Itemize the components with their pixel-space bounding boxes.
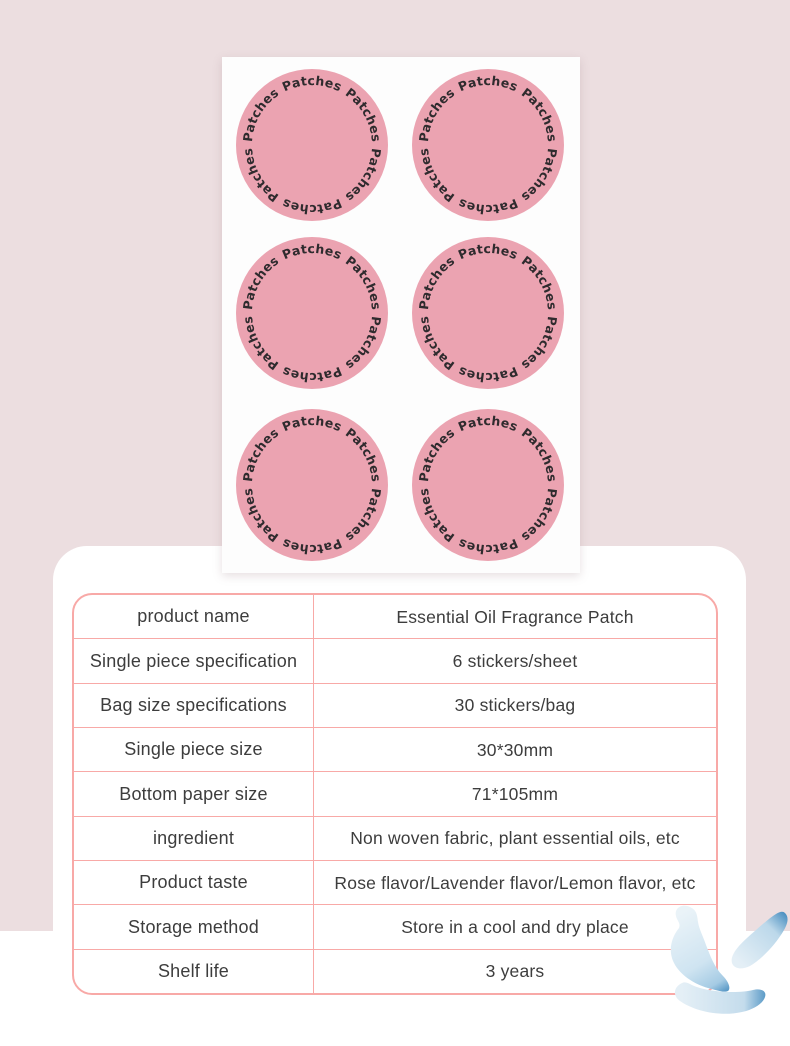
svg-text:Patches: Patches (518, 147, 561, 206)
table-row (74, 638, 716, 682)
spec-value-cell: 30*30mm (476, 739, 554, 760)
svg-text:Patches: Patches (240, 315, 282, 374)
petal-right (732, 912, 788, 969)
table-row (74, 904, 716, 948)
spec-value-cell: Non woven fabric, plant essential oils, etc (350, 828, 680, 849)
spec-card (53, 546, 746, 1046)
spec-label-cell: Storage method (74, 905, 314, 948)
svg-text:Patches: Patches (342, 147, 385, 206)
table-row (74, 683, 716, 727)
svg-text:Patches: Patches (342, 84, 384, 143)
spec-value-cell: 6 stickers/sheet (452, 650, 578, 671)
svg-text:Patches: Patches (416, 487, 458, 546)
svg-text:Patches: Patches (279, 195, 345, 218)
table-row (74, 727, 716, 771)
svg-text:Patches: Patches (416, 315, 458, 374)
svg-text:Patches: Patches (455, 72, 521, 95)
svg-text:Patches: Patches (415, 84, 458, 143)
svg-text:Patches: Patches (518, 487, 561, 546)
spec-value-cell: Store in a cool and dry place (401, 916, 629, 937)
svg-text:Patches: Patches (240, 147, 282, 206)
svg-text:Patches: Patches (279, 535, 345, 558)
sticker-patch (412, 409, 564, 561)
spec-label-cell: Bottom paper size (74, 772, 314, 815)
sticker-patch (412, 69, 564, 221)
table-row (74, 860, 716, 904)
sticker-patch (236, 237, 388, 389)
svg-text:Patches: Patches (239, 84, 282, 143)
spec-label-cell: ingredient (74, 817, 314, 860)
svg-text:Patches: Patches (279, 240, 345, 263)
spec-label-cell: Bag size specifications (74, 684, 314, 727)
svg-text:Patches: Patches (518, 315, 561, 374)
spec-value-cell: Essential Oil Fragrance Patch (396, 606, 634, 627)
svg-text:Patches: Patches (455, 240, 521, 263)
spec-label-cell: product name (74, 595, 314, 638)
table-row (74, 595, 716, 638)
svg-text:Patches: Patches (518, 84, 560, 143)
spec-value-cell: 3 years (485, 961, 545, 982)
svg-text:Patches: Patches (455, 363, 521, 386)
spec-label-cell: Shelf life (74, 950, 314, 993)
svg-text:Patches: Patches (239, 252, 282, 311)
svg-text:Patches: Patches (455, 535, 521, 558)
spec-label-cell: Product taste (74, 861, 314, 904)
spec-value-cell: Rose flavor/Lavender flavor/Lemon flavor, etc (334, 872, 696, 893)
table-row (74, 771, 716, 815)
svg-text:Patches: Patches (342, 487, 385, 546)
table-row (74, 816, 716, 860)
svg-text:Patches: Patches (279, 72, 345, 95)
spec-table (72, 593, 718, 995)
svg-text:Patches: Patches (415, 424, 458, 483)
svg-text:Patches: Patches (518, 252, 560, 311)
table-row (74, 949, 716, 993)
spec-value-cell: 71*105mm (471, 783, 559, 804)
svg-text:Patches: Patches (518, 424, 560, 483)
spec-value-cell: 30 stickers/bag (454, 695, 576, 716)
svg-text:Patches: Patches (416, 147, 458, 206)
spec-label-cell: Single piece size (74, 728, 314, 771)
svg-text:Patches: Patches (455, 412, 521, 435)
svg-text:Patches: Patches (342, 424, 384, 483)
svg-text:Patches: Patches (342, 252, 384, 311)
svg-text:Patches: Patches (240, 487, 282, 546)
svg-text:Patches: Patches (279, 412, 345, 435)
svg-text:Patches: Patches (455, 195, 521, 218)
svg-text:Patches: Patches (342, 315, 385, 374)
svg-text:Patches: Patches (279, 363, 345, 386)
sticker-patch (236, 409, 388, 561)
sticker-patch (412, 237, 564, 389)
sticker-sheet-photo (222, 57, 580, 573)
spec-label-cell: Single piece specification (74, 639, 314, 682)
svg-text:Patches: Patches (239, 424, 282, 483)
svg-text:Patches: Patches (415, 252, 458, 311)
petal-left (671, 906, 730, 992)
petal-decoration-icon (652, 903, 790, 1018)
sticker-patch (236, 69, 388, 221)
